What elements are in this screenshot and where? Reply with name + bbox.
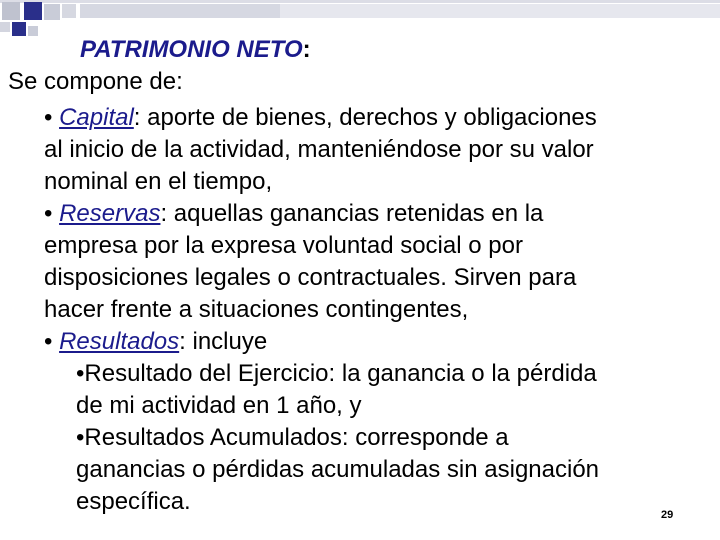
bullet-capital — [44, 102, 597, 134]
bullet-line: : aquellas ganancias retenidas en la — [160, 200, 544, 227]
slide-title — [80, 34, 311, 66]
term-reservas: Reservas — [59, 200, 161, 227]
sub-bullet-line: de mi actividad en 1 año, y — [76, 392, 362, 419]
bullet-resultados — [44, 326, 267, 358]
term-capital: Capital — [59, 104, 134, 131]
bullet-marker: • — [44, 104, 53, 131]
bullet-line: : aporte de bienes, derechos y obligaciones — [133, 104, 597, 131]
title-text: PATRIMONIO NETO — [80, 36, 303, 63]
bullet-line: hacer frente a situaciones contingentes, — [44, 296, 469, 323]
page-number: 29 — [661, 509, 674, 521]
sub-bullet-acumulados: •Resultados Acumulados: corresponde a — [76, 424, 509, 451]
bullet-marker: • — [44, 200, 53, 227]
sub-bullet-ejercicio: •Resultado del Ejercicio: la ganancia o la pérdida — [76, 360, 597, 387]
bullet-line: nominal en el tiempo, — [44, 168, 273, 195]
bullet-line: al inicio de la actividad, manteniéndose por su valor — [44, 136, 594, 163]
term-resultados: Resultados — [59, 328, 180, 355]
title-colon: : — [302, 36, 311, 63]
bullet-line: empresa por la expresa voluntad social o por — [44, 232, 523, 259]
sub-bullet-line: ganancias o pérdidas acumuladas sin asignación — [76, 456, 600, 483]
intro-text: Se compone de: — [8, 68, 183, 95]
sub-bullet-line: específica. — [76, 488, 191, 515]
bullet-reservas — [44, 198, 543, 230]
bullet-marker: • — [44, 328, 53, 355]
bullet-line: : incluye — [179, 328, 268, 355]
bullet-line: disposiciones legales o contractuales. Sirven para — [44, 264, 577, 291]
